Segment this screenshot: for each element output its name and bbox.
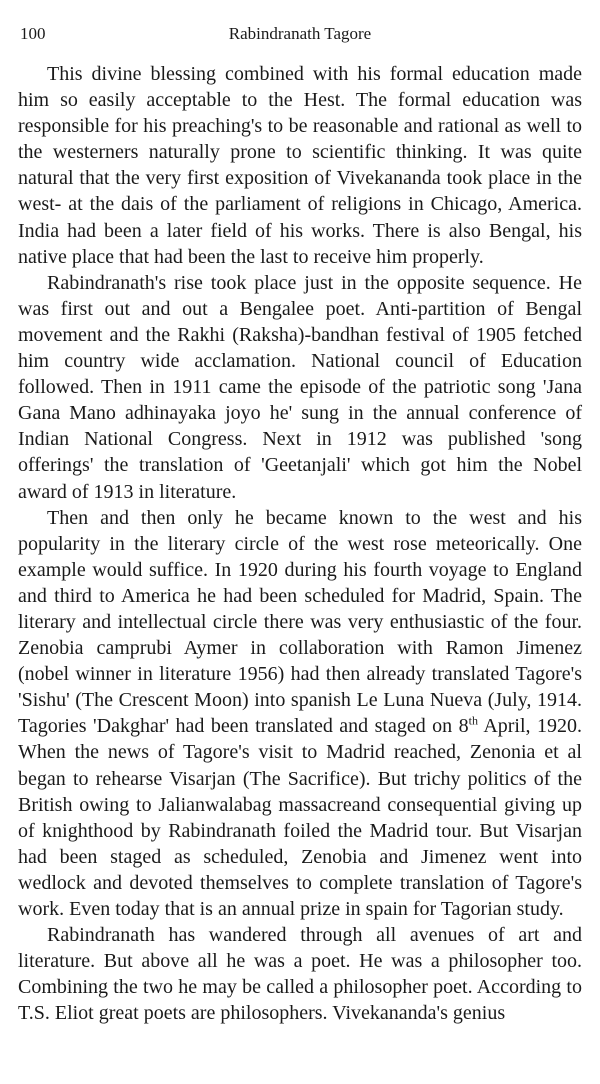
paragraph-3-text-before-superscript: Then and then only he became known to the west and his popularity in the literary circle of the west rose meteorically. One example would suffice. In 1920 during his fourth voyage to England and third to America he had been scheduled for Madrid, Spain. The literary and intellectual circle there was very enthusiastic of the four. Zenobia camprubi Aymer in collaboration with Ramon Jimenez (nobel winner in literature 1956) had then already translated Tagore's 'Sishu' (The Crescent Moon) into spanish Le Luna Nueva (July, 1914. Tagories 'Dakghar' had been translated and staged on 8 <box>18 506 582 738</box>
ordinal-superscript: th <box>468 713 478 728</box>
paragraph-1: This divine blessing combined with his formal education made him so easily acceptable to the Hest. The formal education was responsible for his preaching's to be reasonable and rational as well to the westerners naturally prone to scientific thinking. It was quite natural that the very first exposition of Vivekananda took place in the west- at the dais of the parliament of religions in Chicago, America. India had been a later field of his works. There is also Bengal, his native place that had been the last to receive him properly. <box>18 63 582 268</box>
paragraph-4: Rabindranath has wandered through all avenues of art and literature. But above all he was a poet. He was a philosopher too. Combining the two he may be called a philosopher poet. According to T.S. Eliot great poets are philosophers. Vivekananda's genius <box>18 924 582 1025</box>
paragraph-2: Rabindranath's rise took place just in the opposite sequence. He was first out and out a Bengalee poet. Anti-partition of Bengal movement and the Rakhi (Raksha)-bandhan festival of 1905 fetched him country wide acclamation. National council of Education followed. Then in 1911 came the episode of the patriotic song 'Jana Gana Mano adhinayaka joyo he' sung in the annual conference of Indian National Congress. Next in 1912 was published 'song offerings' the translation of 'Geetanjali' which got him the Nobel award of 1913 in literature. <box>18 271 582 503</box>
page-number: 100 <box>20 24 46 43</box>
body-text <box>18 61 582 1026</box>
page-header <box>20 22 580 46</box>
paragraph-3-text-after-superscript: April, 1920. When the news of Tagore's visit to Madrid reached, Zenonia et al began to rehearse Visarjan (The Sacrifice). But trichy politics of the British owing to Jalianwalabag massacreand consequential giving up of knighthood by Rabindranath foiled the Madrid tour. But Visarjan had been staged as scheduled, Zenobia and Jimenez went into wedlock and devoted themselves to complete translation of Tagore's work. Even today that is an annual prize in spain for Tagorian study. <box>18 715 582 920</box>
running-title: Rabindranath Tagore <box>228 24 372 43</box>
paragraph-3 <box>18 505 582 923</box>
